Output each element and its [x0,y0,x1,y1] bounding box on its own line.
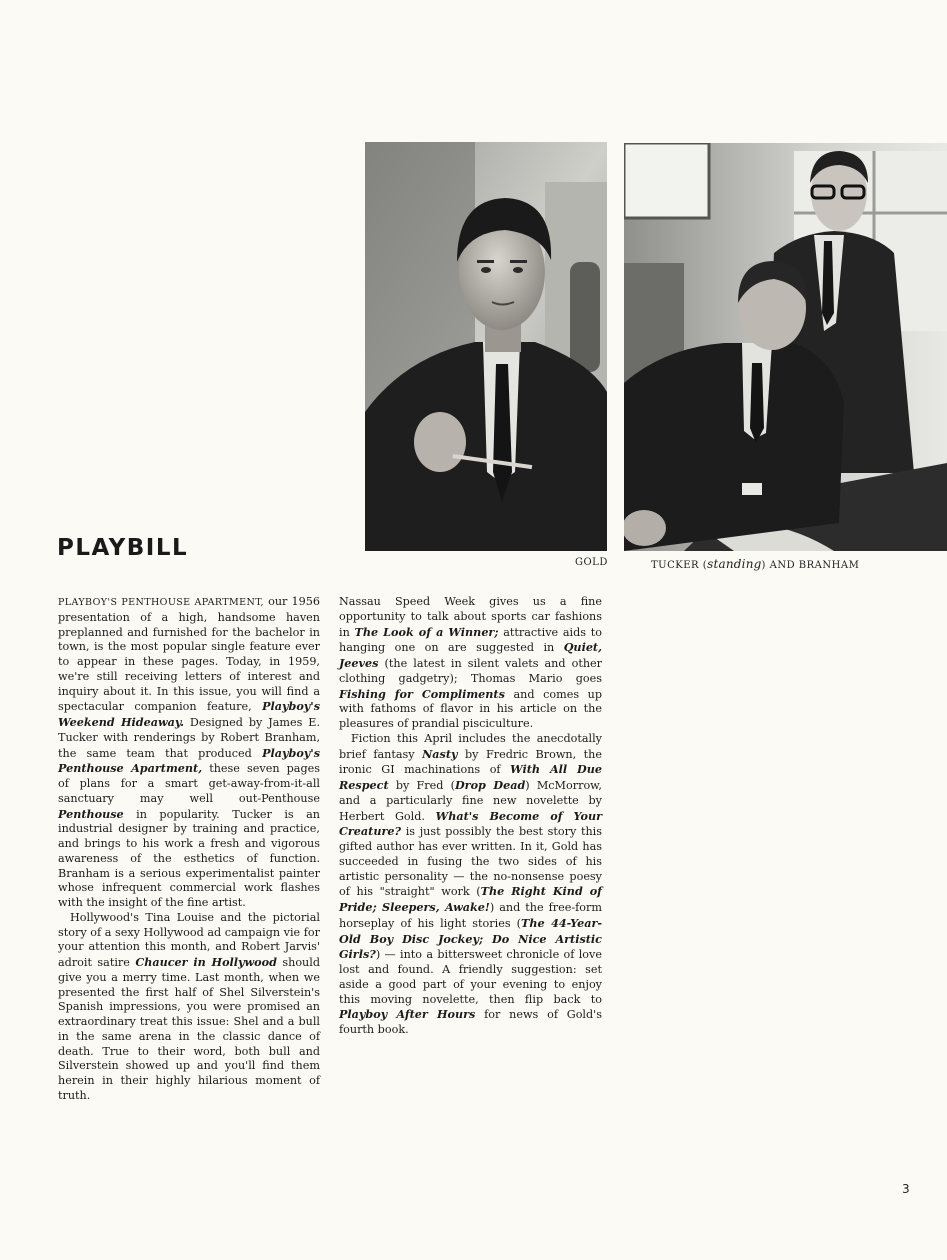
gold-photo [365,142,607,551]
title-reference: Fishing for Compliments [339,686,505,701]
body-text: by Fred ( [388,779,455,792]
title-reference: Nasty [422,746,458,761]
body-text: Fiction this April includes the anecdotally brief fantasy [339,731,602,761]
body-text: should give you a merry time. Last month, when we presented the first half of Shel Silverstein's Spanish impressions, you were promised an extraordinary treat this issue: Shel and a bull in the same arena in the classic dance of death. True to their word, both bull and Silverstein showed up and you'll find them herein in their highly hilarious moment of truth. [58,956,321,1102]
body-text: Nassau Speed Week gives us a fine opportunity to talk about sports car fashions in [339,595,602,639]
body-text: attractive aids to hanging one on are suggested in [339,625,603,655]
title-reference: Chaucer in Hollywood [135,955,277,969]
tucker-branham-photo [624,143,947,551]
paragraph-hollywood [58,911,320,1104]
body-text: for news of Gold's fourth book. [339,1008,602,1036]
page-title: PLAYBILL [57,535,189,561]
lead-in: PLAYBOY'S PENTHOUSE APARTMENT, [58,597,264,608]
body-text: by Fredric Brown, the ironic GI machinations of [339,747,602,777]
title-reference: Playboy's Weekend Hideaway. [58,699,320,729]
paragraph-fiction [339,732,602,1038]
title-reference: Playboy's Penthouse Apartment, [58,745,320,776]
title-reference: Drop Dead [454,778,526,792]
body-text: (the latest in silent valets and other clothing gadgetry); Thomas Mario goes [339,657,602,685]
title-reference: Quiet, Jeeves [339,640,602,670]
title-reference: What's Become of Your Creature? [339,808,603,839]
title-reference: With All Due Respect [339,762,602,792]
body-text: Hollywood's Tina Louise and the pictorial story of a sexy Hollywood ad campaign vie for your attention this month, and Robert Jarvis' adroit satire [58,910,320,969]
article-column-right [339,595,602,1038]
tucker-branham-photo-caption [651,557,859,571]
caption-text-after: ) AND BRANHAM [761,560,860,571]
paragraph-nassau [339,595,602,732]
paragraph-penthouse [58,595,320,911]
gold-photo-caption: GOLD [575,557,608,568]
body-text: in popularity. Tucker is an industrial designer by training and practice, and brings to his work a fresh and vigorous awareness of the esthetics of function. Branham is a serious experimentalist painter whose infrequent commercial work flashes with the insight of the fine artist. [58,807,320,909]
title-reference: Playboy After Hours [339,1007,476,1022]
article-column-left [58,595,320,1104]
gold-portrait-image [365,142,607,551]
title-reference: The Look of a Winner; [354,624,499,639]
caption-text-italic: standing [707,557,762,571]
title-reference: Penthouse [58,806,124,821]
body-text: ) McMorrow, and a particularly fine new novelette by Herbert Gold. [339,779,602,823]
body-text: our 1956 presentation of a high, handsome haven preplanned and furnished for the bachelor in town, is the most popular single feature ever to appear in these pages. Today, in 1959, we're still receiving letters of interest and inquiry about it. In this issue, you will find a spectacular companion feature, [58,595,320,714]
body-text: and comes up with fathoms of flavor in his article on the pleasures of prandial pisciculture. [339,687,602,730]
body-text: ) and the free-form horseplay of his light stories ( [339,901,602,930]
title-reference: The Right Kind of Pride; Sleepers, Awake! [339,884,602,914]
body-text: Designed by James E. Tucker with renderings by Robert Branham, the same team that produced [58,716,320,760]
body-text: is just possibly the best story this gifted author has ever written. In it, Gold has succeeded in fusing the two sides of his artistic personality — the no-nonsense poesy of his "straight" work ( [339,825,602,899]
body-text: ) — into a bittersweet chronicle of love lost and found. A friendly suggestion: set aside a good part of your evening to enjoy this moving novelette, then flip back to [339,948,602,1006]
title-reference: The 44-Year-Old Boy Disc Jockey; Do Nice Artistic Girls? [339,915,602,962]
caption-text-before: TUCKER ( [651,560,708,571]
body-text: these seven pages of plans for a smart get-away-from-it-all sanctuary may well out-Penthouse [58,762,321,805]
tucker-branham-image [624,143,947,551]
page-number: 3 [902,1182,910,1196]
